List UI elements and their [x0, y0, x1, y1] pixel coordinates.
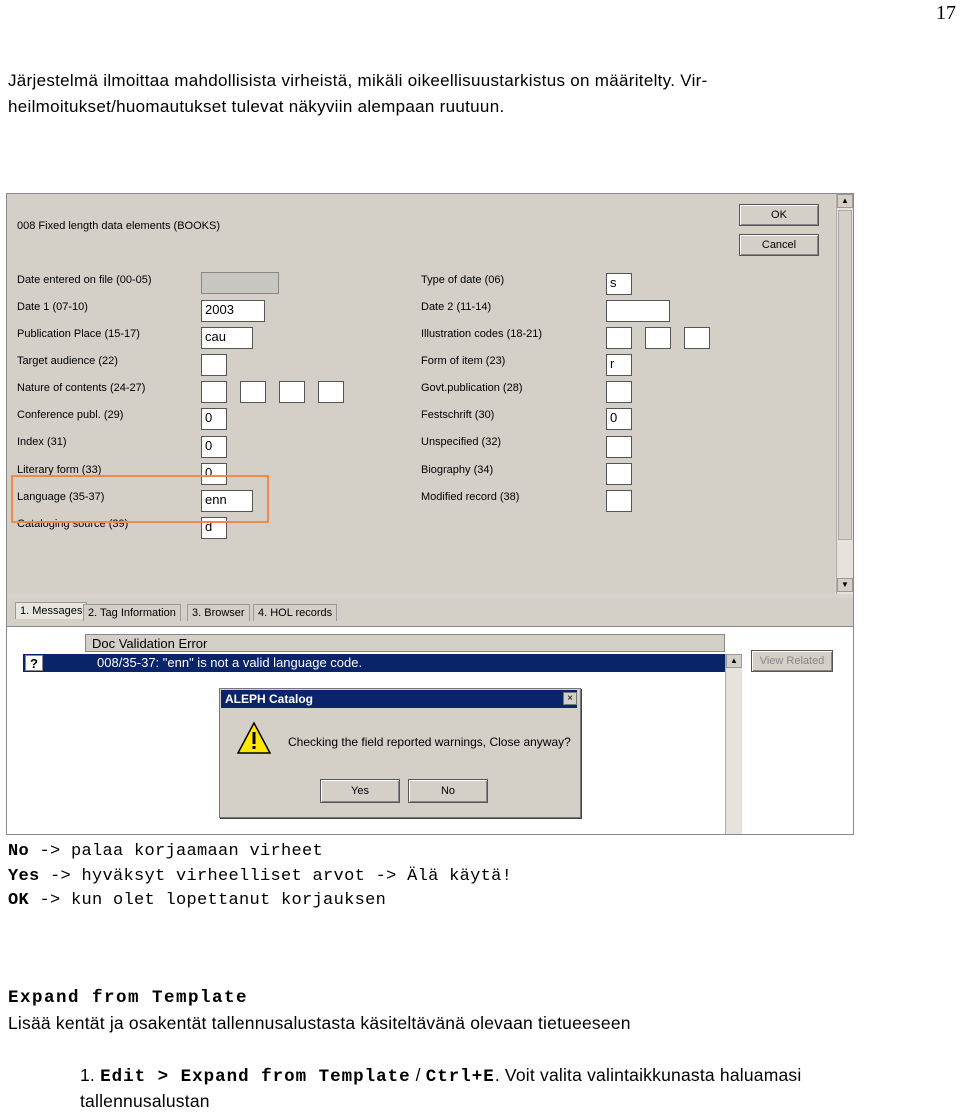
label-modified-record: Modified record (38) — [421, 491, 520, 503]
warning-icon — [236, 721, 272, 755]
festschrift-field[interactable]: 0 — [606, 408, 632, 430]
form-title: 008 Fixed length data elements (BOOKS) — [17, 220, 220, 232]
language-field[interactable]: enn — [201, 490, 253, 512]
message-text: 008/35-37: "enn" is not a valid language code. — [97, 655, 363, 670]
messages-header: Doc Validation Error — [85, 634, 725, 652]
label-literary-form: Literary form (33) — [17, 464, 102, 476]
unspecified-field[interactable] — [606, 436, 632, 458]
label-biography: Biography (34) — [421, 464, 494, 476]
intro-line-2: heilmoitukset/huomautukset tulevat näkyviin alempaan ruutuun. — [8, 97, 505, 116]
messages-scroll-up-icon[interactable]: ▲ — [726, 654, 742, 668]
expand-step-1: 1. Edit > Expand from Template / Ctrl+E. Voit valita valintaikkunasta haluamasi tallennusalustan — [80, 1065, 802, 1111]
nature-of-contents-field-1[interactable] — [201, 381, 227, 403]
expand-description: Lisää kentät ja osakentät tallennusalustasta käsiteltävänä olevaan tietueeseen — [8, 1013, 631, 1033]
language-highlight — [11, 475, 269, 523]
fixed-field-form — [7, 194, 835, 594]
target-audience-field[interactable] — [201, 354, 227, 376]
scroll-up-arrow-icon[interactable]: ▲ — [837, 194, 853, 208]
date-2-field[interactable] — [606, 300, 670, 322]
label-illustration-codes: Illustration codes (18-21) — [421, 328, 543, 340]
scroll-down-arrow-icon[interactable]: ▼ — [837, 578, 853, 592]
tab-tag-information[interactable]: 2. Tag Information — [83, 604, 181, 621]
dialog-message: Checking the field reported warnings, Close anyway? — [288, 735, 571, 749]
form-scrollbar[interactable] — [836, 194, 853, 594]
label-target-audience: Target audience (22) — [17, 355, 118, 367]
no-button[interactable]: No — [408, 779, 488, 803]
nature-of-contents-field-2[interactable] — [240, 381, 266, 403]
page-number: 17 — [936, 2, 956, 24]
label-date-entered: Date entered on file (00-05) — [17, 274, 152, 286]
label-form-of-item: Form of item (23) — [421, 355, 506, 367]
modified-record-field[interactable] — [606, 490, 632, 512]
label-conference-publ: Conference publ. (29) — [17, 409, 124, 421]
note-no: No -> palaa korjaamaan virheet — [8, 842, 324, 861]
message-row[interactable] — [23, 654, 725, 672]
ok-button[interactable]: OK — [739, 204, 819, 226]
expand-heading: Expand from Template — [8, 988, 249, 1008]
conference-publ-field[interactable]: 0 — [201, 408, 227, 430]
govt-publication-field[interactable] — [606, 381, 632, 403]
date-1-field[interactable]: 2003 — [201, 300, 265, 322]
intro-paragraph — [8, 68, 948, 120]
illustration-codes-field-1[interactable] — [606, 327, 632, 349]
label-index: Index (31) — [17, 436, 67, 448]
publication-place-field[interactable]: cau — [201, 327, 253, 349]
aleph-dialog — [219, 688, 581, 818]
type-of-date-field[interactable]: s — [606, 273, 632, 295]
label-date-2: Date 2 (11-14) — [421, 301, 492, 313]
button-notes — [8, 840, 512, 914]
illustration-codes-field-2[interactable] — [645, 327, 671, 349]
nature-of-contents-field-3[interactable] — [279, 381, 305, 403]
aleph-screenshot — [6, 193, 854, 835]
literary-form-field[interactable]: 0 — [201, 463, 227, 485]
illustration-codes-field-3[interactable] — [684, 327, 710, 349]
label-cataloging-source: Cataloging source (39) — [17, 518, 129, 530]
label-publication-place: Publication Place (15-17) — [17, 328, 140, 340]
cancel-button[interactable]: Cancel — [739, 234, 819, 256]
messages-scrollbar[interactable] — [725, 654, 742, 834]
label-type-of-date: Type of date (06) — [421, 274, 505, 286]
label-date-1: Date 1 (07-10) — [17, 301, 88, 313]
label-unspecified: Unspecified (32) — [421, 436, 502, 448]
cataloging-source-field[interactable]: d — [201, 517, 227, 539]
index-field[interactable]: 0 — [201, 436, 227, 458]
tab-browser[interactable]: 3. Browser — [187, 604, 250, 621]
date-entered-field[interactable] — [201, 272, 279, 294]
dialog-title: ALEPH Catalog — [221, 690, 577, 708]
view-related-button[interactable]: View Related — [751, 650, 833, 672]
intro-line-1: Järjestelmä ilmoittaa mahdollisista virheistä, mikäli oikeellisuustarkistus on määritelty. Vir- — [8, 71, 708, 90]
tab-bar — [7, 598, 853, 627]
biography-field[interactable] — [606, 463, 632, 485]
label-govt-publication: Govt.publication (28) — [421, 382, 523, 394]
nature-of-contents-field-4[interactable] — [318, 381, 344, 403]
messages-pane — [7, 598, 853, 834]
tab-messages[interactable]: 1. Messages — [15, 602, 87, 619]
dialog-close-icon[interactable]: × — [563, 692, 577, 705]
label-language: Language (35-37) — [17, 491, 105, 503]
tab-hol-records[interactable]: 4. HOL records — [253, 604, 337, 621]
note-ok: OK -> kun olet lopettanut korjauksen — [8, 891, 387, 910]
yes-button[interactable]: Yes — [320, 779, 400, 803]
note-yes: Yes -> hyväksyt virheelliset arvot -> Älä käytä! — [8, 866, 513, 886]
form-of-item-field[interactable]: r — [606, 354, 632, 376]
scroll-thumb[interactable] — [838, 210, 852, 540]
question-icon: ? — [25, 655, 43, 671]
label-nature-of-contents: Nature of contents (24-27) — [17, 382, 146, 394]
label-festschrift: Festschrift (30) — [421, 409, 495, 421]
